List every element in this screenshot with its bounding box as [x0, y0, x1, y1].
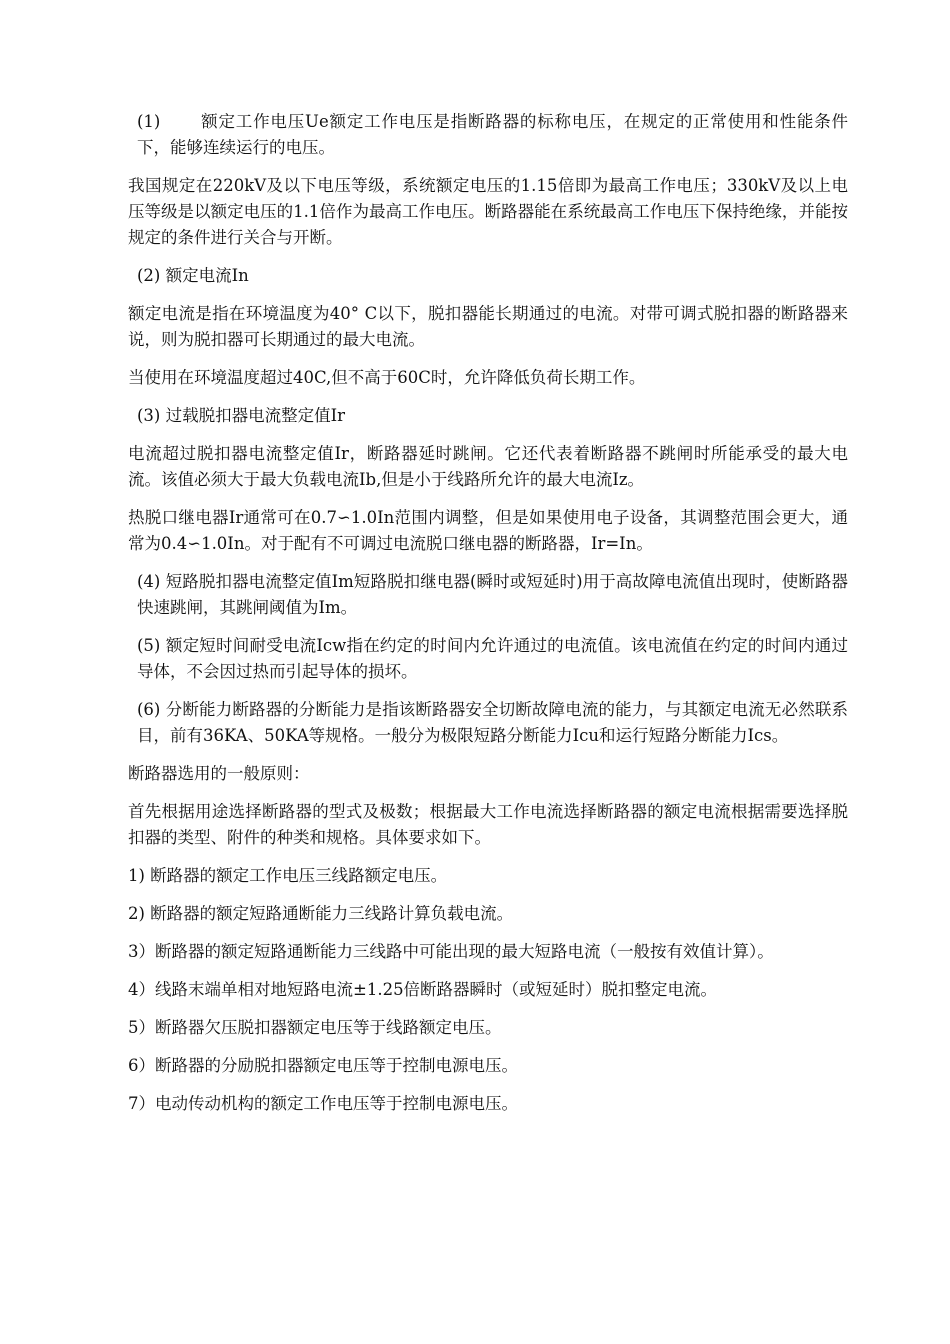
paragraph-breaking-capacity: (6) 分断能力断路器的分断能力是指该断路器安全切断故障电流的能力，与其额定电流无必然联系目，前有36KA、50KA等规格。一般分为极限短路分断能力Icu和运行短路分断能力Ics。 [137, 700, 848, 745]
list-item: 3）断路器的额定短路通断能力三线路中可能出现的最大短路电流（一般按有效值计算）。 [128, 942, 774, 961]
list-item: 7）电动传动机构的额定工作电压等于控制电源电压。 [128, 1094, 518, 1113]
paragraph-overload-setting: 电流超过脱扣器电流整定值Ir，断路器延时跳闸。它还代表着断路器不跳闸时所能承受的最大电流。该值必须大于最大负载电流Ib,但是小于线路所允许的最大电流Iz。 [128, 444, 848, 489]
list-item: 1) 断路器的额定工作电压三线路额定电压。 [128, 866, 448, 885]
paragraph-rated-current: 额定电流是指在环境温度为40° C以下，脱扣器能长期通过的电流。对带可调式脱扣器的断路器来说，则为脱扣器可长期通过的最大电流。 [128, 304, 848, 349]
document-page [128, 109, 848, 1129]
heading-rated-current: (2) 额定电流In [137, 266, 249, 285]
paragraph-short-time-withstand: (5) 额定短时间耐受电流Icw指在约定的时间内允许通过的电流值。该电流值在约定的时间内通过导体，不会因过热而引起导体的损坏。 [137, 636, 848, 681]
paragraph-temperature: 当使用在环境温度超过40C,但不高于60C时，允许降低负荷长期工作。 [128, 368, 646, 387]
paragraph-max-voltage: 我国规定在220kV及以下电压等级，系统额定电压的1.15倍即为最高工作电压；330kV及以上电压等级是以额定电压的1.1倍作为最高工作电压。断路器能在系统最高工作电压下保持绝缘，并能按规定的条件进行关合与开断。 [128, 176, 848, 247]
paragraph-short-circuit-setting: (4) 短路脱扣器电流整定值Im短路脱扣继电器(瞬时或短延时)用于高故障电流值出现时，使断路器快速跳闸，其跳闸阈值为Im。 [137, 572, 848, 617]
list-item: 6）断路器的分励脱扣器额定电压等于控制电源电压。 [128, 1056, 518, 1075]
paragraph-rated-voltage [128, 109, 848, 161]
list-item: 2) 断路器的额定短路通断能力三线路计算负载电流。 [128, 904, 514, 923]
paragraph-text: 额定工作电压Ue额定工作电压是指断路器的标称电压，在规定的正常使用和性能条件下，能够连续运行的电压。 [137, 112, 848, 157]
heading-selection-principles: 断路器选用的一般原则： [128, 764, 310, 783]
heading-overload-setting: (3) 过载脱扣器电流整定值Ir [137, 406, 346, 425]
list-item: 4）线路末端单相对地短路电流±1.25倍断路器瞬时（或短延时）脱扣整定电流。 [128, 980, 718, 999]
item-number: (1) [137, 112, 161, 131]
list-item: 5）断路器欠压脱扣器额定电压等于线路额定电压。 [128, 1018, 502, 1037]
paragraph-selection-intro: 首先根据用途选择断路器的型式及极数；根据最大工作电流选择断路器的额定电流根据需要选择脱扣器的类型、附件的种类和规格。具体要求如下。 [128, 802, 848, 847]
paragraph-thermal-relay: 热脱口继电器Ir通常可在0.7∽1.0In范围内调整，但是如果使用电子设备，其调整范围会更大，通常为0.4∽1.0In。对于配有不可调过电流脱口继电器的断路器，Ir=In。 [128, 508, 848, 553]
